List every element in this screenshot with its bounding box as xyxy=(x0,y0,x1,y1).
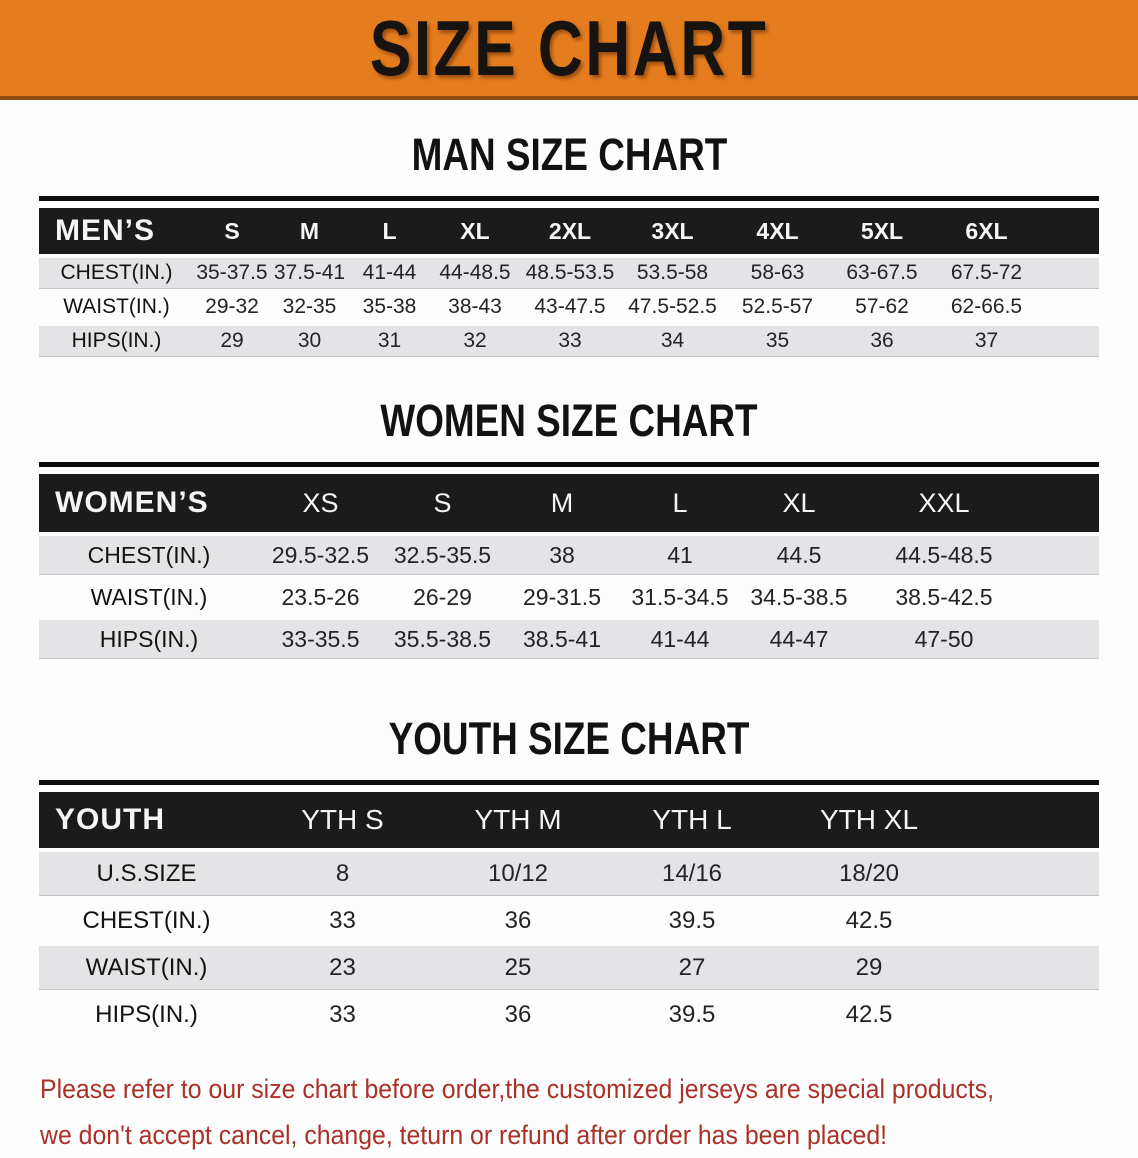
size-value-cell: 36 xyxy=(504,906,532,934)
table-row xyxy=(39,536,1099,574)
youth-size-chart-heading-text: YOUTH SIZE CHART xyxy=(388,713,750,764)
womens-size-table xyxy=(39,470,1099,662)
row-label: U.S.SIZE xyxy=(39,852,254,895)
size-value-cell: 38 xyxy=(503,536,621,574)
size-column-header: XS xyxy=(259,474,382,532)
size-value-cell: 33 xyxy=(329,906,356,934)
size-value-cell: 39.5 xyxy=(668,906,716,934)
size-column-header: M xyxy=(503,474,621,532)
table-title-cell: YOUTH xyxy=(39,792,254,848)
size-value-cell: 44.5 xyxy=(739,536,859,574)
notice-line-2: we don't accept cancel, change, teturn or refund after order has been placed! xyxy=(40,1120,888,1150)
table-title-cell: WOMEN’S xyxy=(39,474,259,532)
size-value-cell: 31 xyxy=(349,326,430,356)
womens-table-topline xyxy=(39,462,1099,467)
table-row xyxy=(39,620,1099,658)
size-column-header: 2XL xyxy=(520,208,620,254)
women-size-chart-heading-text: WOMEN SIZE CHART xyxy=(380,395,758,446)
size-column-header: L xyxy=(349,208,430,254)
row-label: CHEST(IN.) xyxy=(82,906,211,934)
size-value-cell: 18/20 xyxy=(779,852,1099,895)
size-value-cell: 63-67.5 xyxy=(830,258,934,288)
size-value-cell: 35-37.5 xyxy=(194,258,270,288)
table-row xyxy=(39,292,1099,322)
row-label: WAIST(IN.) xyxy=(63,295,170,318)
size-column-header: 3XL xyxy=(620,208,725,254)
size-column-header: S xyxy=(382,474,503,532)
row-label: CHEST(IN.) xyxy=(39,536,259,574)
size-chart-banner xyxy=(0,0,1138,100)
size-value-cell: 42.5 xyxy=(845,906,893,934)
size-value-cell: 35 xyxy=(725,326,830,356)
man-size-section xyxy=(0,130,1138,360)
youth-size-chart-heading xyxy=(0,714,1138,764)
table-row xyxy=(39,899,1099,942)
size-value-cell: 31.5-34.5 xyxy=(631,583,729,610)
size-value-cell: 37 xyxy=(934,326,1099,356)
size-value-cell: 32.5-35.5 xyxy=(382,536,503,574)
row-label: HIPS(IN.) xyxy=(39,326,194,356)
size-value-cell: 27 xyxy=(605,946,779,989)
size-value-cell: 36 xyxy=(830,326,934,356)
table-row xyxy=(39,852,1099,895)
size-column-header: XL xyxy=(430,208,520,254)
size-value-cell: 47-50 xyxy=(859,620,1099,658)
women-size-chart-heading xyxy=(0,396,1138,446)
size-value-cell: 48.5-53.5 xyxy=(520,258,620,288)
size-value-cell: 35.5-38.5 xyxy=(382,620,503,658)
size-column-header: 6XL xyxy=(934,208,1099,254)
size-value-cell: 25 xyxy=(431,946,605,989)
size-value-cell: 44-48.5 xyxy=(430,258,520,288)
row-label: HIPS(IN.) xyxy=(95,1000,198,1028)
size-value-cell: 29-32 xyxy=(205,295,259,318)
size-column-header: XXL xyxy=(859,474,1099,532)
size-value-cell: 41 xyxy=(621,536,739,574)
table-title-cell: MEN’S xyxy=(39,208,194,254)
size-value-cell: 29 xyxy=(194,326,270,356)
size-column-header: YTH XL xyxy=(779,792,1099,848)
size-column-header: 5XL xyxy=(830,208,934,254)
size-value-cell: 29-31.5 xyxy=(522,583,601,610)
size-value-cell: 53.5-58 xyxy=(620,258,725,288)
size-value-cell: 29.5-32.5 xyxy=(259,536,382,574)
table-row xyxy=(39,578,1099,616)
size-value-cell: 29 xyxy=(779,946,1099,989)
youth-table-wrap xyxy=(39,780,1099,1040)
women-size-section xyxy=(0,396,1138,662)
size-value-cell: 32 xyxy=(430,326,520,356)
table-row xyxy=(39,993,1099,1036)
size-value-cell: 33 xyxy=(520,326,620,356)
size-value-cell: 52.5-57 xyxy=(741,295,814,318)
size-value-cell: 62-66.5 xyxy=(950,295,1023,318)
size-value-cell: 37.5-41 xyxy=(270,258,349,288)
header-row xyxy=(39,208,1099,254)
size-value-cell: 41-44 xyxy=(349,258,430,288)
size-value-cell: 38.5-42.5 xyxy=(895,583,993,610)
size-value-cell: 58-63 xyxy=(725,258,830,288)
size-column-header: S xyxy=(194,208,270,254)
size-value-cell: 8 xyxy=(254,852,431,895)
size-value-cell: 33 xyxy=(329,1000,356,1028)
size-value-cell: 30 xyxy=(270,326,349,356)
youth-table-topline xyxy=(39,780,1099,785)
size-value-cell: 38.5-41 xyxy=(503,620,621,658)
row-label: WAIST(IN.) xyxy=(39,946,254,989)
banner-title: SIZE CHART xyxy=(369,4,769,92)
size-value-cell: 44.5-48.5 xyxy=(859,536,1099,574)
mens-table-topline xyxy=(39,196,1099,201)
size-column-header: YTH L xyxy=(605,792,779,848)
size-value-cell: 35-38 xyxy=(362,295,417,318)
size-value-cell: 47.5-52.5 xyxy=(628,295,717,318)
size-column-header: 4XL xyxy=(725,208,830,254)
notice-line-1: Please refer to our size chart before order,the customized jerseys are special products, xyxy=(40,1074,995,1104)
youth-size-table xyxy=(39,788,1099,1040)
mens-size-table xyxy=(39,204,1099,360)
size-value-cell: 26-29 xyxy=(413,583,472,610)
row-label: WAIST(IN.) xyxy=(90,583,208,610)
size-column-header: L xyxy=(621,474,739,532)
table-row xyxy=(39,326,1099,356)
size-value-cell: 32-35 xyxy=(282,295,337,318)
womens-table-wrap xyxy=(39,462,1099,662)
row-label: HIPS(IN.) xyxy=(39,620,259,658)
size-value-cell: 67.5-72 xyxy=(934,258,1099,288)
size-value-cell: 41-44 xyxy=(621,620,739,658)
header-row xyxy=(39,474,1099,532)
size-value-cell: 42.5 xyxy=(845,1000,893,1028)
size-value-cell: 44-47 xyxy=(739,620,859,658)
size-column-header: M xyxy=(270,208,349,254)
size-value-cell: 36 xyxy=(504,1000,532,1028)
size-value-cell: 43-47.5 xyxy=(534,295,606,318)
mens-table-wrap xyxy=(39,196,1099,360)
size-column-header: XL xyxy=(739,474,859,532)
size-value-cell: 23.5-26 xyxy=(281,583,360,610)
youth-size-section xyxy=(0,714,1138,1040)
size-value-cell: 34 xyxy=(620,326,725,356)
size-value-cell: 39.5 xyxy=(668,1000,716,1028)
table-row xyxy=(39,258,1099,288)
row-label: CHEST(IN.) xyxy=(39,258,194,288)
table-row xyxy=(39,946,1099,989)
size-value-cell: 10/12 xyxy=(431,852,605,895)
size-value-cell: 57-62 xyxy=(855,295,909,318)
size-value-cell: 23 xyxy=(254,946,431,989)
size-value-cell: 14/16 xyxy=(605,852,779,895)
size-value-cell: 38-43 xyxy=(448,295,502,318)
size-column-header: YTH S xyxy=(254,792,431,848)
size-value-cell: 33-35.5 xyxy=(259,620,382,658)
order-notice xyxy=(40,1066,1138,1158)
size-column-header: YTH M xyxy=(431,792,605,848)
man-size-chart-heading-text: MAN SIZE CHART xyxy=(411,129,727,180)
man-size-chart-heading xyxy=(0,130,1138,180)
size-value-cell: 34.5-38.5 xyxy=(750,583,848,610)
header-row xyxy=(39,792,1099,848)
